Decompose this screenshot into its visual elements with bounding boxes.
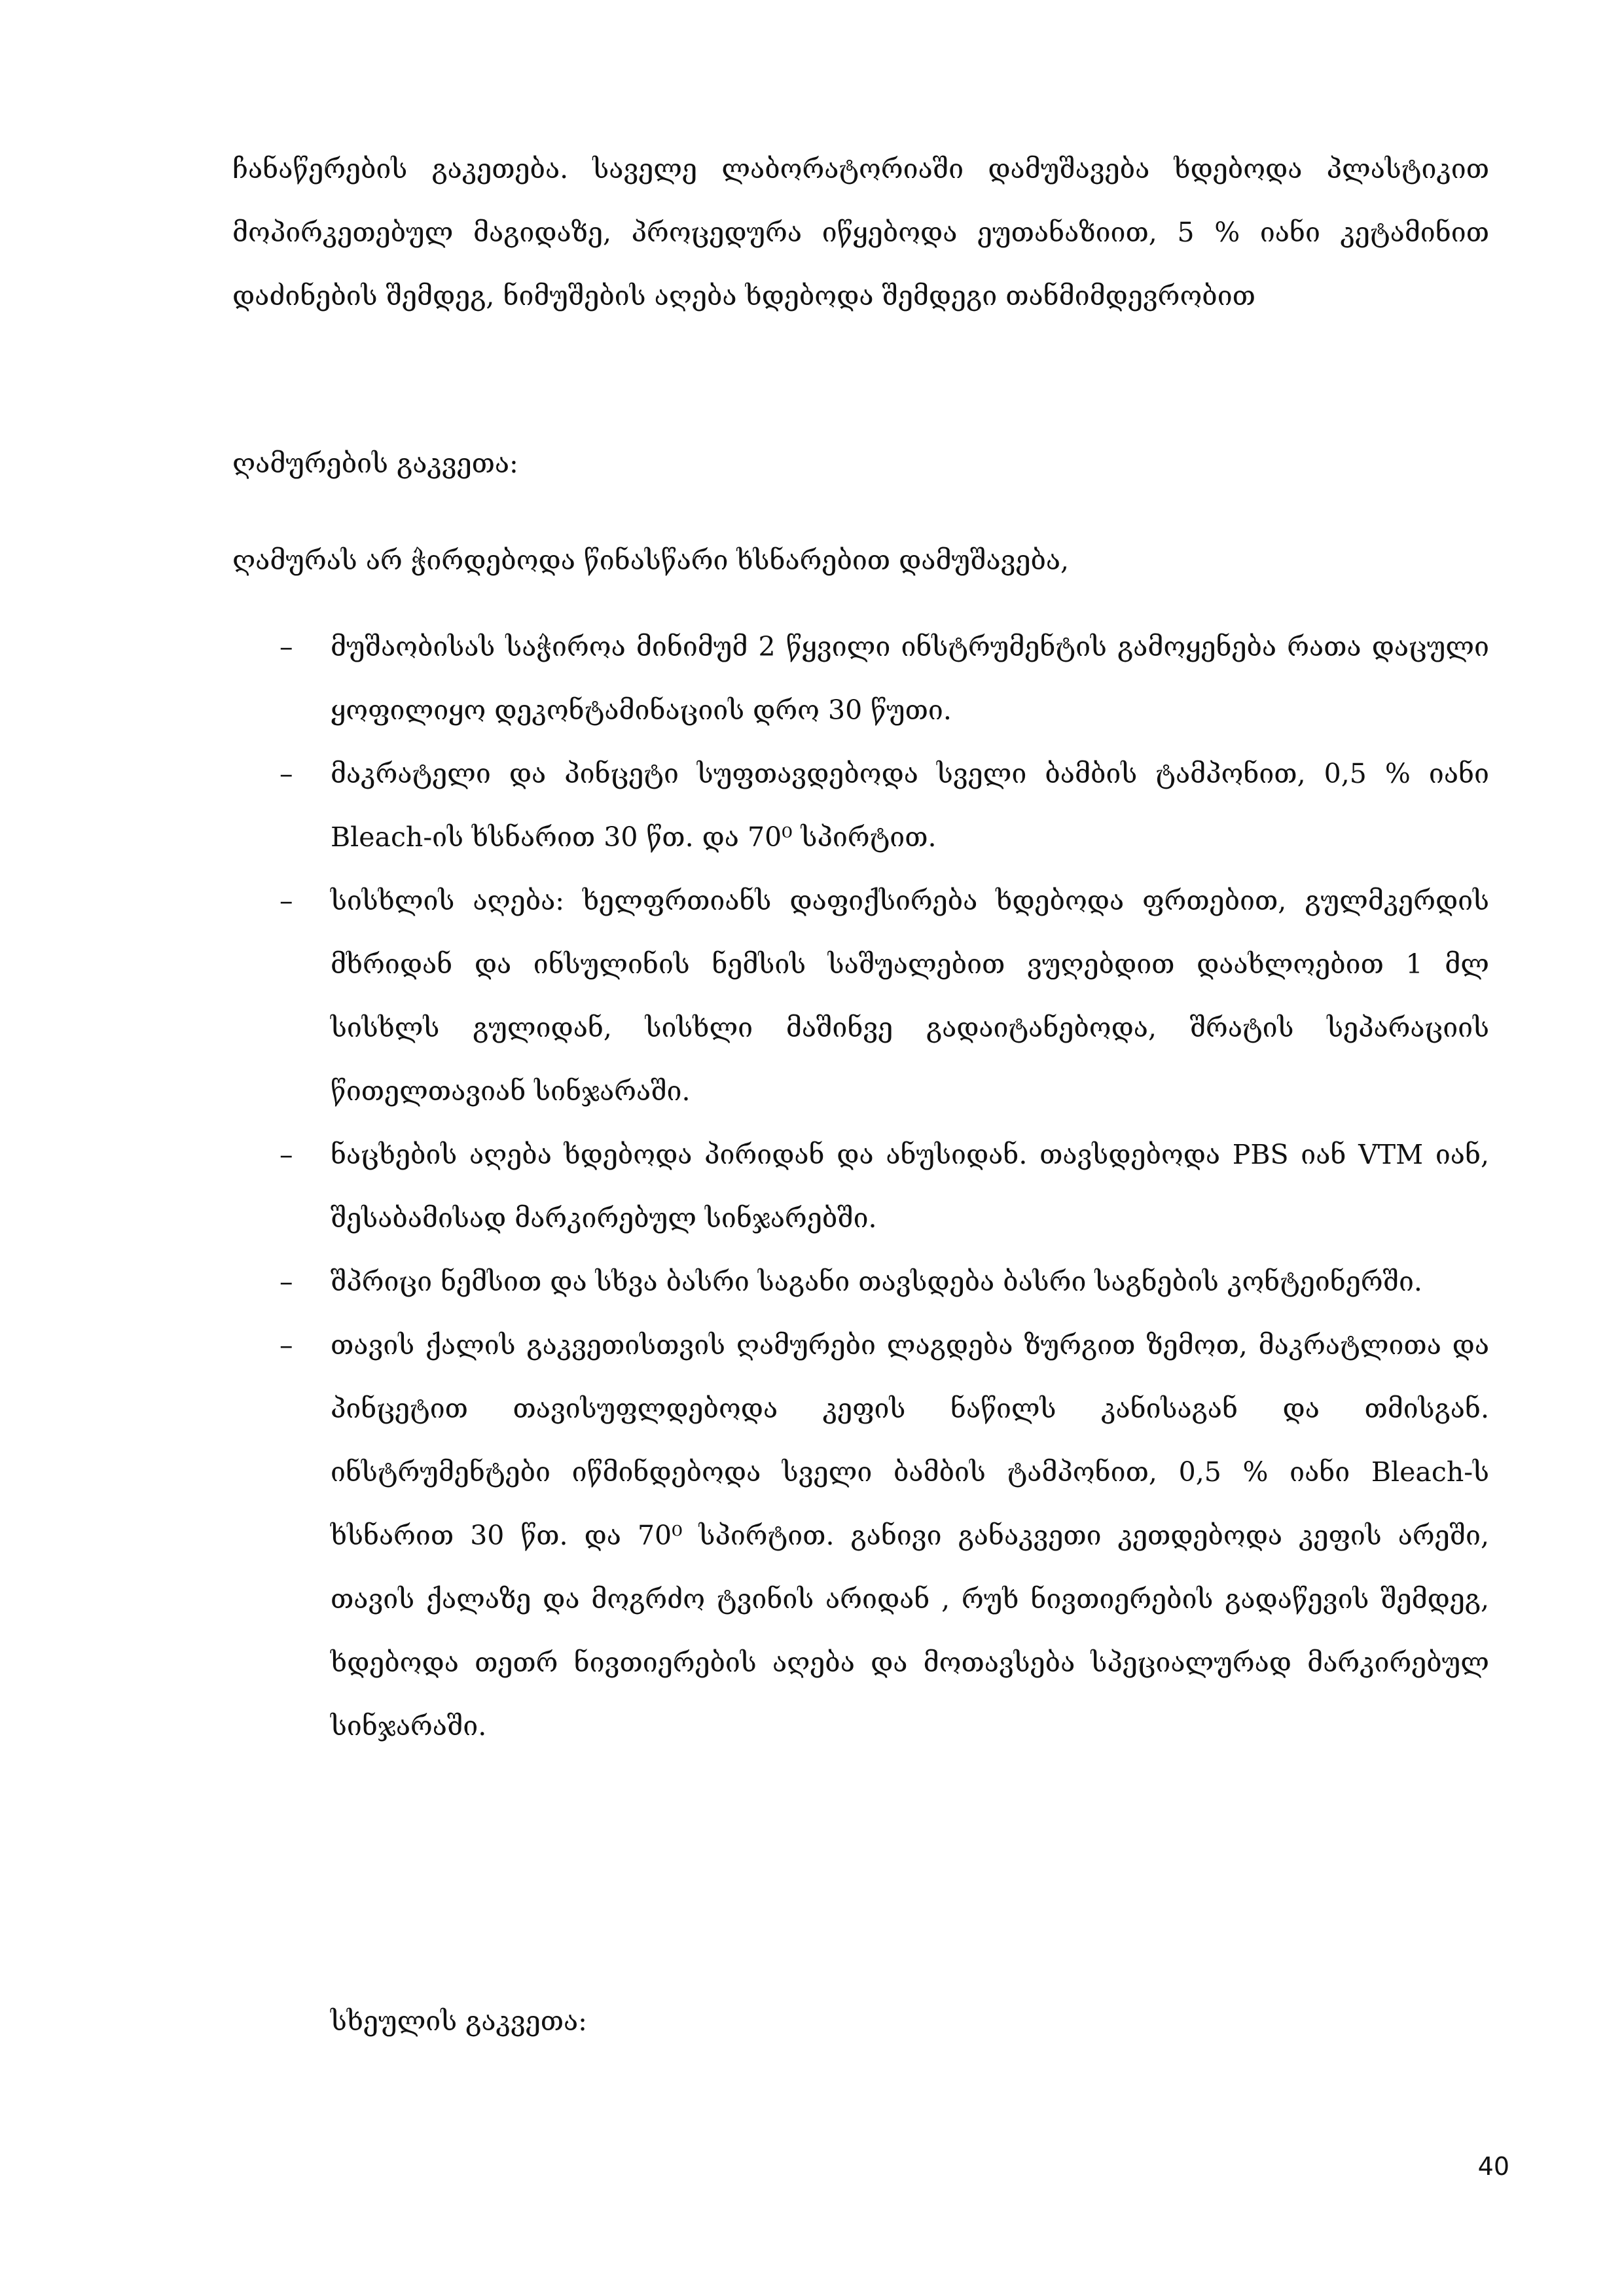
list-item-text: შპრიცი ნემსით და სხვა ბასრი საგანი თავსდება ბასრი საგნების კონტეინერში. <box>331 1266 1422 1297</box>
list-item <box>232 1123 1489 1250</box>
list-item-text: ნაცხების აღება ხდებოდა პირიდან და ანუსიდან. თავსდებოდა PBS იან VTM იან, შესაბამისად მარკირებულ სინჯარებში. <box>331 1139 1489 1234</box>
list-item <box>232 615 1489 742</box>
lead-sentence: ღამურას არ ჭირდებოდა წინასწარი ხსნარებით დამუშავება, <box>232 545 1070 576</box>
list-item <box>232 742 1489 869</box>
procedure-list <box>232 615 1489 1758</box>
section-heading-bat-autopsy: ღამურების გაკვეთა: <box>232 448 518 479</box>
list-marker: – <box>280 631 293 662</box>
list-item-text: თავის ქალის გაკვეთისთვის ღამურები ლაგდება ზურგით ზემოთ, მაკრატლითა და პინცეტით თავისუფლდებოდა კეფის ნაწილს კანისაგან და თმისგან. ინსტრუმენტები იწმინდებოდა სველი ბამბის ტამპონით, 0,5 % იანი Bleach-ს ხსნარით 30 წთ. და 70⁰ სპირტით. განივი განაკვეთი კეთდებოდა კეფის არეში, თავის ქალაზე და მოგრძო ტვინის არიდან , რუხ ნივთიერების გადაწევის შემდეგ, ხდებოდა თეთრ ნივთიერების აღება და მოთავსება სპეციალურად მარკირებულ სინჯარაში. <box>331 1329 1489 1742</box>
list-item <box>232 1250 1489 1314</box>
list-marker: – <box>280 885 293 916</box>
list-marker: – <box>280 1139 293 1170</box>
intro-paragraph: ჩანაწერების გაკეთება. საველე ლაბორატორიაში დამუშავება ხდებოდა პლასტიკით მოპირკეთებულ მაგიდაზე, პროცედურა იწყებოდა ეუთანაზიით, 5 % იანი კეტამინით დაძინების შემდეგ, ნიმუშების აღება ხდებოდა შემდეგი თანმიმდევრობით <box>232 153 1489 312</box>
list-marker: – <box>280 1266 293 1297</box>
list-item <box>232 869 1489 1123</box>
list-marker: – <box>280 758 293 789</box>
list-item-text: მაკრატელი და პინცეტი სუფთავდებოდა სველი ბამბის ტამპონით, 0,5 % იანი Bleach-ის ხსნარით 30 წთ. და 70⁰ სპირტით. <box>331 758 1489 853</box>
page-number: 40 <box>1477 2152 1509 2181</box>
list-marker: – <box>280 1329 293 1361</box>
list-item <box>232 1314 1489 1758</box>
section-heading-body-autopsy: სხეულის გაკვეთა: <box>331 2005 587 2037</box>
list-item-text: სისხლის აღება: ხელფრთიანს დაფიქსირება ხდებოდა ფრთებით, გულმკერდის მხრიდან და ინსულინის ნემსის საშუალებით ვუღებდით დაახლოებით 1 მლ სისხლს გულიდან, სისხლი მაშინვე გადაიტანებოდა, შრატის სეპარაციის წითელთავიან სინჯარაში. <box>331 885 1489 1107</box>
list-item-text: მუშაობისას საჭიროა მინიმუმ 2 წყვილი ინსტრუმენტის გამოყენება რათა დაცული ყოფილიყო დეკონტამინაციის დრო 30 წუთი. <box>331 631 1489 726</box>
